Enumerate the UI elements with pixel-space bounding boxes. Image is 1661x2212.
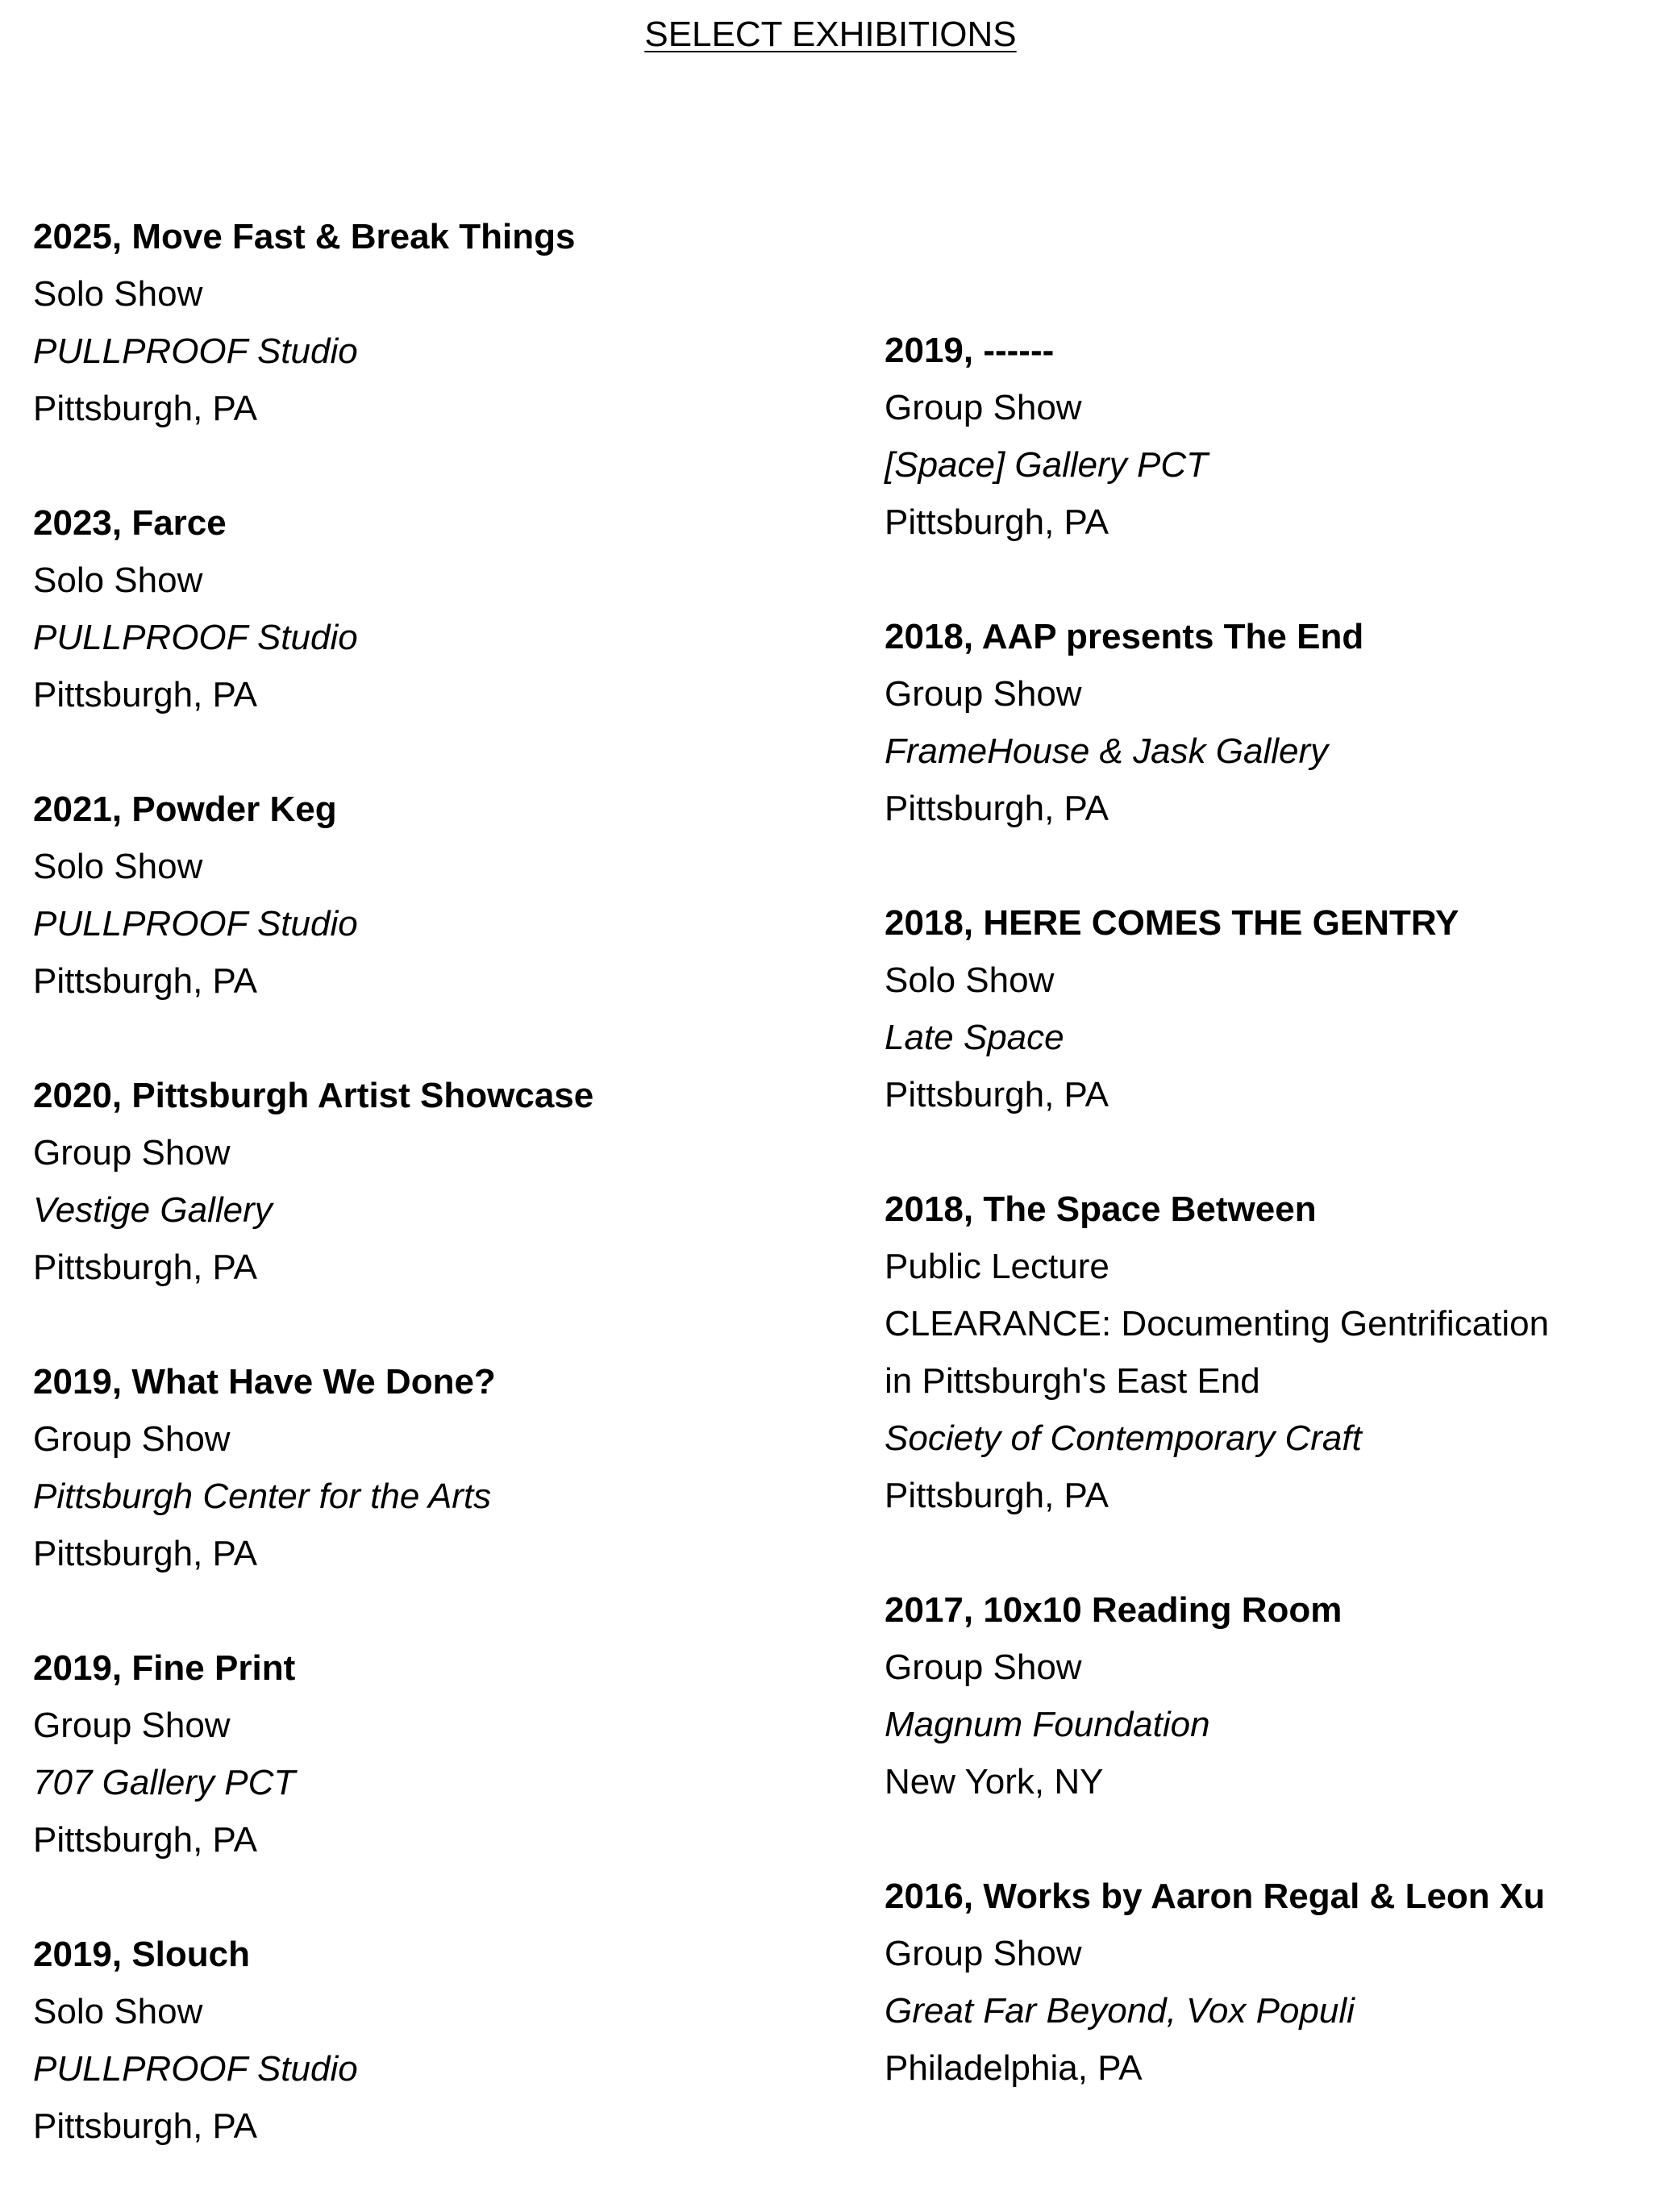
exhibition-entry [33, 1639, 839, 1868]
exhibition-type: Solo Show [33, 560, 203, 600]
page-title: SELECT EXHIBITIONS [644, 15, 1017, 54]
exhibition-venue: [Space] Gallery PCT [885, 445, 1209, 485]
exhibition-type: Group Show [885, 388, 1082, 427]
exhibition-title: 2017, 10x10 Reading Room [885, 1590, 1343, 1630]
exhibition-venue: PULLPROOF Studio [33, 618, 358, 657]
exhibition-title: 2019, What Have We Done? [33, 1362, 496, 1402]
exhibition-title: 2021, Powder Keg [33, 789, 337, 829]
exhibition-title: 2019, Fine Print [33, 1648, 296, 1688]
exhibition-venue: Magnum Foundation [885, 1705, 1210, 1744]
exhibition-venue: Late Space [885, 1018, 1064, 1057]
exhibition-location: Pittsburgh, PA [33, 1534, 257, 1573]
exhibition-title: 2018, HERE COMES THE GENTRY [885, 903, 1459, 943]
exhibition-list-right [885, 322, 1642, 2154]
exhibition-venue: Vestige Gallery [33, 1190, 273, 1230]
exhibition-type: Public Lecture [885, 1247, 1109, 1286]
exhibition-title: 2019, Slouch [33, 1935, 251, 1974]
exhibition-location: Pittsburgh, PA [33, 1248, 257, 1287]
exhibition-entry [885, 1581, 1642, 1810]
exhibition-venue: PULLPROOF Studio [33, 331, 358, 371]
exhibition-venue: Pittsburgh Center for the Arts [33, 1477, 492, 1516]
exhibition-entry [885, 608, 1642, 837]
exhibition-venue: Great Far Beyond, Vox Populi [885, 1991, 1355, 2031]
exhibition-title: 2020, Pittsburgh Artist Showcase [33, 1076, 594, 1115]
exhibition-type: Group Show [33, 1706, 231, 1745]
exhibition-type: Group Show [885, 1934, 1082, 1973]
exhibition-location: Pittsburgh, PA [33, 675, 257, 714]
exhibition-entry [33, 781, 839, 1010]
exhibition-entry [33, 1067, 839, 1296]
exhibition-type: Group Show [885, 1648, 1082, 1687]
exhibition-location: Pittsburgh, PA [33, 389, 257, 428]
exhibition-type: Group Show [33, 1133, 231, 1173]
exhibition-title: 2025, Move Fast & Break Things [33, 217, 576, 256]
exhibition-venue: Society of Contemporary Craft [885, 1418, 1362, 1458]
exhibition-title: 2019, ------ [885, 331, 1055, 370]
exhibition-location: Pittsburgh, PA [885, 1075, 1109, 1114]
exhibition-entry [33, 494, 839, 723]
exhibition-type: Group Show [33, 1419, 231, 1459]
exhibition-entry [885, 894, 1642, 1123]
exhibition-title: 2018, The Space Between [885, 1189, 1317, 1229]
exhibition-entry [885, 1868, 1642, 2097]
exhibition-location: Pittsburgh, PA [885, 1476, 1109, 1515]
exhibition-entry [33, 1926, 839, 2155]
exhibition-location: Philadelphia, PA [885, 2048, 1143, 2088]
exhibition-type: Solo Show [33, 1992, 203, 2031]
exhibition-entry [885, 1181, 1642, 1524]
exhibition-location: Pittsburgh, PA [33, 961, 257, 1001]
exhibition-location: Pittsburgh, PA [885, 502, 1109, 542]
exhibition-type: Group Show [885, 674, 1082, 714]
exhibition-location: New York, NY [885, 1762, 1104, 1802]
exhibition-type: Solo Show [885, 960, 1055, 1000]
exhibition-note: CLEARANCE: Documenting Gentrification [885, 1304, 1550, 1343]
exhibition-type: Solo Show [33, 847, 203, 886]
exhibition-note: in Pittsburgh's East End [885, 1361, 1260, 1401]
exhibition-entry [33, 208, 839, 437]
exhibition-list-left [33, 208, 839, 2212]
exhibition-venue: PULLPROOF Studio [33, 2049, 358, 2089]
exhibition-venue: FrameHouse & Jask Gallery [885, 731, 1329, 771]
exhibition-entry [885, 322, 1642, 551]
exhibition-entry [33, 1353, 839, 1582]
exhibition-location: Pittsburgh, PA [33, 1820, 257, 1860]
exhibition-venue: 707 Gallery PCT [33, 1763, 296, 1802]
exhibition-title: 2023, Farce [33, 503, 227, 543]
exhibition-location: Pittsburgh, PA [885, 789, 1109, 828]
exhibition-title: 2016, Works by Aaron Regal & Leon Xu [885, 1877, 1546, 1916]
exhibition-title: 2018, AAP presents The End [885, 617, 1364, 656]
exhibition-venue: PULLPROOF Studio [33, 904, 358, 944]
exhibition-type: Solo Show [33, 274, 203, 314]
exhibition-location: Pittsburgh, PA [33, 2106, 257, 2146]
